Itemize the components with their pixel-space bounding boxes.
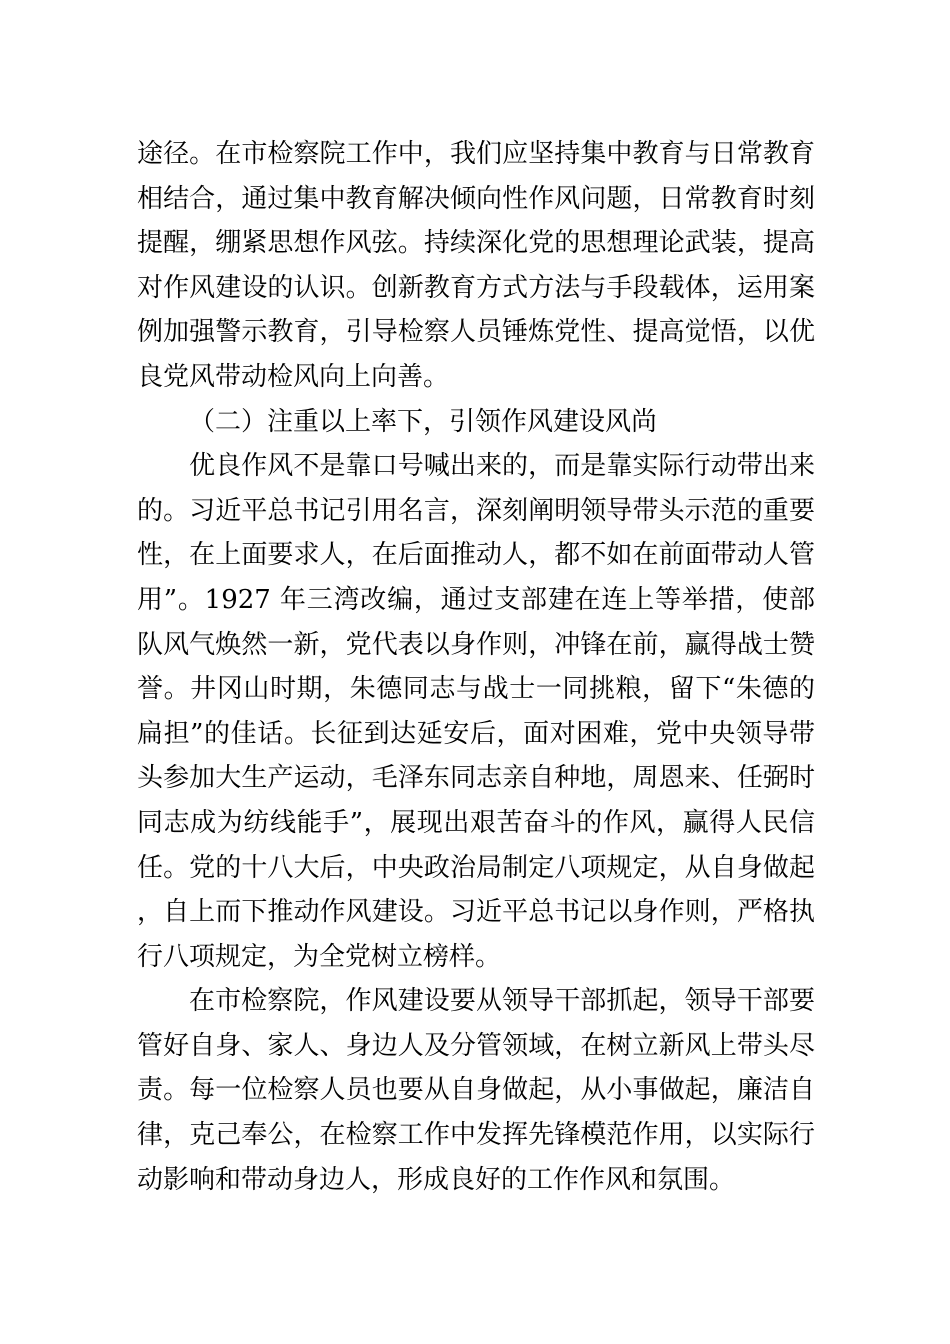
paragraph-procuratorate-practice: 在市检察院，作风建设要从领导干部抓起，领导干部要管好自身、家人、身边人及分管领域，在树立新风上带头尽责。每一位检察人员也要从自身做起，从小事做起，廉洁自律，克己奉公，在检察工作中发挥先锋模范作用，以实际行动影响和带动身边人，形成良好的工作作风和氛围。 [137, 986, 815, 1195]
section-heading-2: （二）注重以上率下，引领作风建设风尚 [189, 406, 658, 437]
document-body [137, 132, 815, 1202]
paragraph-leadership-history: 优良作风不是靠口号喊出来的，而是靠实际行动带出来的。习近平总书记引用名言，深刻阐明领导带头示范的重要性，在上面要求人，在后面推动人，都不如在前面带动人管用”。1927 年三湾改编，通过支部建在连上等举措，使部队风气焕然一新，党代表以身作则，冲锋在前，赢得战士赞誉。井冈山时期，朱德同志与战士一同挑粮，留下“朱德的扁担”的佳话。长征到达延安后，面对困难，党中央领导带头参加大生产运动，毛泽东同志亲自种地，周恩来、任弼时同志成为纺线能手”，展现出艰苦奋斗的作风，赢得人民信任。党的十八大后，中央政治局制定八项规定，从自身做起，自上而下推动作风建设。习近平总书记以身作则，严格执行八项规定，为全党树立榜样。 [137, 451, 815, 972]
paragraph-education: 途径。在市检察院工作中，我们应坚持集中教育与日常教育相结合，通过集中教育解决倾向性作风问题，日常教育时刻提醒，绷紧思想作风弦。持续深化党的思想理论武装，提高对作风建设的认识。创新教育方式方法与手段载体，运用案例加强警示教育，引导检察人员锤炼党性、提高觉悟，以优良党风带动检风向上向善。 [137, 139, 815, 392]
